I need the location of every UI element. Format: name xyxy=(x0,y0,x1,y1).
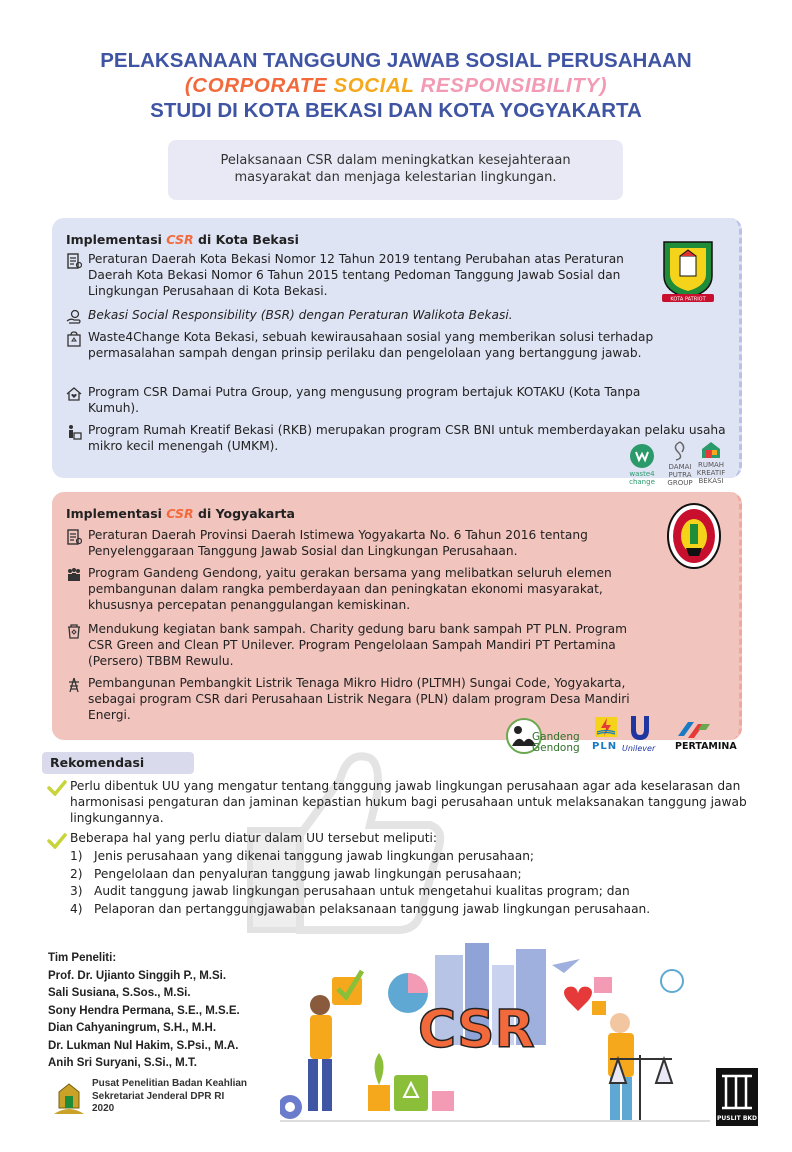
recycle-bin-icon xyxy=(394,1075,428,1111)
rekomendasi-point-2: Beberapa hal yang perlu diatur dalam UU tersebut meliputi: xyxy=(70,831,437,845)
people-group-icon xyxy=(66,567,82,583)
team-member: Anih Sri Suryani, S.Si., M.T. xyxy=(48,1057,197,1069)
checkmark-icon xyxy=(47,833,67,849)
team-member: Prof. Dr. Ujianto Singgih P., M.Si. xyxy=(48,969,227,982)
lightbulb-icon xyxy=(661,970,683,992)
title-line2: (CORPORATE SOCIAL RESPONSIBILITY) xyxy=(184,74,608,97)
rekomendasi-point-1: Perlu dibentuk UU yang mengatur tentang tanggung jawab lingkungan perusahaan agar ada keselarasan dan harmonisasi pengaturan dan jaminan kepastian hukum bagi perusahaan untuk melaksanakan tanggung jawab lingkungannya. xyxy=(70,779,747,825)
title-word-corporate: CORPORATE xyxy=(192,74,328,97)
power-tower-icon xyxy=(66,677,82,693)
rekomendasi-label: Rekomendasi xyxy=(42,752,194,774)
yogyakarta-item-1: Peraturan Daerah Provinsi Daerah Istimewa Yogyakarta No. 6 Tahun 2016 tentang Penyelenggaraan Tanggung Jawab Sosial dan Lingkungan Perusahaan. xyxy=(88,528,668,560)
team-member: Sali Susiana, S.Sos., M.Si. xyxy=(48,987,191,999)
yogyakarta-item-3: Mendukung kegiatan bank sampah. Charity gedung baru bank sampah PT PLN. Program CSR Green and Clean PT Unilever. Program Pengelolaan Sampah Mandiri PT Pertamina (Persero) TBBM Rewulu. xyxy=(88,622,648,669)
csr-big-text: CSR xyxy=(418,1000,535,1060)
yogyakarta-heading: Implementasi CSR di Yogyakarta xyxy=(66,506,295,521)
pln-logo-text: PLN xyxy=(592,741,618,752)
pertamina-logo-icon xyxy=(676,720,712,740)
csr-illustration xyxy=(280,935,710,1135)
bekasi-item-4: Program CSR Damai Putra Group, yang mengusung program bertajuk KOTAKU (Kota Tanpa Kumuh). xyxy=(88,385,668,417)
puslit-bkd-logo-icon xyxy=(716,1068,758,1126)
title-word-social: SOCIAL xyxy=(333,74,415,97)
subtitle-line2: masyarakat dan menjaga kelestarian lingkungan. xyxy=(234,170,557,185)
puslit-bkd-logo-text: PUSLIT BKD xyxy=(716,1115,758,1122)
team-member: Sony Hendra Permana, S.E., M.S.E. xyxy=(48,1004,240,1017)
damai-putra-logo-icon xyxy=(668,440,692,462)
paper-plane-icon xyxy=(552,959,580,973)
bekasi-seal-icon xyxy=(658,238,718,304)
team-member: Dr. Lukman Nul Hakim, S.Psi., M.A. xyxy=(48,1039,239,1052)
subtitle-line1: Pelaksanaan CSR dalam meningkatkan kesejahteraan xyxy=(220,153,571,168)
research-team xyxy=(48,950,240,1073)
recycle-bag-icon xyxy=(66,331,82,347)
waste4change-logo-text: waste4 change xyxy=(629,470,655,486)
title-line3: STUDI DI KOTA BEKASI DAN KOTA YOGYAKARTA xyxy=(150,99,642,122)
bekasi-heading: Implementasi CSR di Kota Bekasi xyxy=(66,232,299,247)
list-item: 2) Pengelolaan dan penyaluran tanggung jawab lingkungan perusahaan; xyxy=(70,866,522,881)
institution: Pusat Penelitian Badan Keahlian Sekretariat Jenderal DPR RI 2020 xyxy=(92,1078,248,1114)
hand-coin-icon xyxy=(66,309,82,325)
list-item: 1) Jenis perusahaan yang dikenai tanggung jawab lingkungan perusahaan; xyxy=(70,849,535,863)
csr-mini-logo: CSR xyxy=(166,506,194,521)
bekasi-item-3: Waste4Change Kota Bekasi, sebuah kewirausahaan sosial yang memberikan solusi terhadap permasalahan sampah dengan prinsip perilaku dan pengelolaan yang bertanggung jawab. xyxy=(88,330,668,362)
yogyakarta-item-2: Program Gandeng Gendong, yaitu gerakan bersama yang melibatkan seluruh elemen pembangunan dalam rangka pemberdayaan dan peningkatan ekonomi masyarakat, khususnya percepatan penanggulangan kemiskinan. xyxy=(88,566,668,613)
document-icon xyxy=(66,529,82,545)
rekomendasi-list xyxy=(70,848,650,918)
bekasi-item-5: Program Rumah Kreatif Bekasi (RKB) merupakan program CSR BNI untuk memberdayakan pelaku usaha mikro kecil menengah (UMKM). xyxy=(88,423,728,455)
title-word-responsibility: RESPONSIBILITY xyxy=(420,74,600,97)
dpr-logo-icon xyxy=(50,1078,88,1118)
unilever-logo-text: Unilever xyxy=(622,744,656,753)
yogyakarta-item-4: Pembangunan Pembangkit Listrik Tenaga Mikro Hidro (PLTMH) Sungai Code, Yogyakarta, sebagai program CSR dari Perusahaan Listrik Negara (PLN) dalam program Desa Mandiri Energi. xyxy=(88,676,648,723)
gandeng-gendong-logo-text: Gandeng Gendong xyxy=(532,731,580,754)
trash-bin-icon xyxy=(66,623,82,639)
bekasi-item-2: Bekasi Social Responsibility (BSR) dengan Peraturan Walikota Bekasi. xyxy=(88,308,648,324)
unilever-logo-icon xyxy=(626,714,654,742)
list-item: 3) Audit tanggung jawab lingkungan perusahaan untuk mengetahui kualitas program; dan xyxy=(70,884,630,898)
shop-person-icon xyxy=(66,424,82,440)
team-member: Dian Cahyaningrum, S.H., M.H. xyxy=(48,1022,217,1034)
house-heart-icon xyxy=(66,386,82,402)
rumah-kreatif-logo-icon xyxy=(700,440,722,460)
list-item: 4) Pelaporan dan pertanggungjawaban pelaksanaan tanggung jawab lingkungan perusahaan. xyxy=(70,901,651,916)
pln-logo-icon xyxy=(594,716,618,738)
team-heading: Tim Peneliti: xyxy=(48,952,117,964)
csr-mini-logo: CSR xyxy=(166,232,194,247)
bekasi-item-1: Peraturan Daerah Kota Bekasi Nomor 12 Tahun 2019 tentang Perubahan atas Peraturan Daerah Kota Bekasi Nomor 6 Tahun 2015 tentang Pedoman Tanggung Jawab Sosial dan Lingkungan Perusahaan di Kota Bekasi. xyxy=(88,252,648,299)
rumah-kreatif-logo-text: RUMAH KREATIF BEKASI xyxy=(696,461,726,485)
yogyakarta-seal-icon xyxy=(664,502,724,574)
heart-icon xyxy=(564,987,592,1011)
damai-putra-logo-text: DAMAI PUTRA GROUP xyxy=(667,463,693,487)
subtitle-box xyxy=(168,140,623,200)
page-title xyxy=(0,48,792,123)
bekasi-seal-caption: KOTA PATRIOT xyxy=(670,296,706,303)
checkmark-icon xyxy=(47,780,67,796)
document-icon xyxy=(66,253,82,269)
pertamina-logo-text: PERTAMINA xyxy=(675,741,737,752)
title-line1: PELAKSANAAN TANGGUNG JAWAB SOSIAL PERUSAHAAN xyxy=(100,49,692,72)
